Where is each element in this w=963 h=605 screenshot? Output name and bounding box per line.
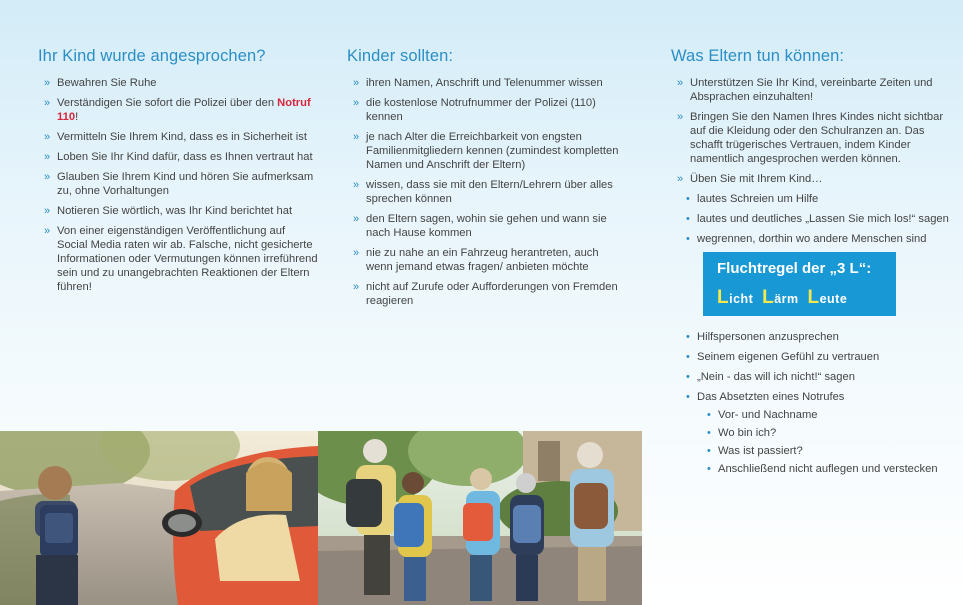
list-item: » Unterstützen Sie Ihr Kind, vereinbarte Zeiten und Absprachen einzuhalten! — [671, 76, 956, 104]
column-children-should — [347, 47, 622, 314]
photo-child-at-car — [0, 431, 318, 605]
heading-child-approached: Ihr Kind wurde angesprochen? — [38, 47, 266, 65]
practice-item: • Hilfspersonen anzusprechen — [686, 330, 956, 344]
notify-police-end: ! — [75, 111, 79, 123]
list-item: » Von einer eigenständigen Veröffentlichung auf Social Media raten wir ab. Falsche, nicht gesicherte Informationen oder Vermutungen können irreführend sein und zu unangebrachten Reaktionen der Eltern führen! — [38, 224, 318, 294]
list-item: » Notieren Sie wörtlich, was Ihr Kind berichtet hat — [38, 204, 318, 218]
list-item: » nie zu nahe an ein Fahrzeug herantreten, auch wenn jemand etwas fragen/ anbieten möchte — [347, 246, 622, 274]
heading-children-should: Kinder sollten: — [347, 47, 454, 65]
practice-list-2 — [686, 330, 956, 476]
list-item: » Vermitteln Sie Ihrem Kind, dass es in Sicherheit ist — [38, 130, 318, 144]
heading-parents-can: Was Eltern tun können: — [671, 47, 845, 65]
escape-rule-title: Fluchtregel der „3 L“: — [717, 260, 872, 277]
escape-rule-box — [703, 252, 896, 316]
word-laerm: Lärm — [762, 287, 799, 308]
practice-item: • lautes und deutliches „Lassen Sie mich los!“ sagen — [686, 212, 956, 226]
list-item: » die kostenlose Notrufnummer der Polizei (110) kennen — [347, 96, 622, 124]
list-item: » wissen, dass sie mit den Eltern/Lehrern über alles sprechen können — [347, 178, 622, 206]
emergency-call-item: • Wo bin ich? — [707, 426, 956, 440]
emergency-call-item: • Anschließend nicht auflegen und verstecken — [707, 462, 956, 476]
escape-rule-words — [717, 287, 882, 309]
list-item: » Bringen Sie den Namen Ihres Kindes nicht sichtbar auf die Kleidung oder den Schulranzen an. Das schafft trügerisches Vertrauen, indem Kinder namentlich angesprochen werden können. — [671, 110, 956, 166]
list-item: » den Eltern sagen, wohin sie gehen und wann sie nach Hause kommen — [347, 212, 622, 240]
photo-children-walking — [318, 431, 642, 605]
notify-police-text: Verständigen Sie sofort die Polizei über den — [57, 97, 278, 109]
practice-item: • „Nein - das will ich nicht!“ sagen — [686, 370, 956, 384]
list-item: » Glauben Sie Ihrem Kind und hören Sie aufmerksam zu, ohne Vorhaltungen — [38, 170, 318, 198]
list-item: » nicht auf Zurufe oder Aufforderungen von Fremden reagieren — [347, 280, 622, 308]
list-children-should — [347, 76, 622, 308]
list-parents-can — [671, 76, 956, 186]
emergency-call-item: • Vor- und Nachname — [707, 408, 956, 422]
word-leute: Leute — [807, 287, 848, 308]
emergency-call-list — [707, 408, 956, 476]
list-item: » Loben Sie Ihr Kind dafür, dass es Ihnen vertraut hat — [38, 150, 318, 164]
emergency-call-item: • Was ist passiert? — [707, 444, 956, 458]
list-item: » ihren Namen, Anschrift und Telenummer wissen — [347, 76, 622, 90]
practice-item: • Seinem eigenen Gefühl zu vertrauen — [686, 350, 956, 364]
word-licht: Licht — [717, 287, 754, 308]
list-item: » Üben Sie mit Ihrem Kind… — [671, 172, 956, 186]
list-item: » je nach Alter die Erreichbarkeit von engsten Familienmitgliedern kennen (zumindest kompletten Namen und Anschrift der Eltern) — [347, 130, 622, 172]
list-item-notify-police — [38, 96, 318, 124]
column-parents-can — [671, 47, 956, 482]
practice-item: • lautes Schreien um Hilfe — [686, 192, 956, 206]
column-child-approached — [38, 47, 318, 300]
list-item: » Bewahren Sie Ruhe — [38, 76, 318, 90]
practice-item-emergency-call: • Das Absetzten eines Notrufes • Vor- und Nachname • Wo bin ich? • Was ist passiert? • Anschließend nicht auflegen und verstecken — [686, 390, 956, 476]
practice-list — [686, 192, 956, 246]
practice-item: • wegrennen, dorthin wo andere Menschen sind — [686, 232, 956, 246]
list-child-approached — [38, 76, 318, 294]
emergency-number: Notruf 110 — [57, 97, 311, 123]
